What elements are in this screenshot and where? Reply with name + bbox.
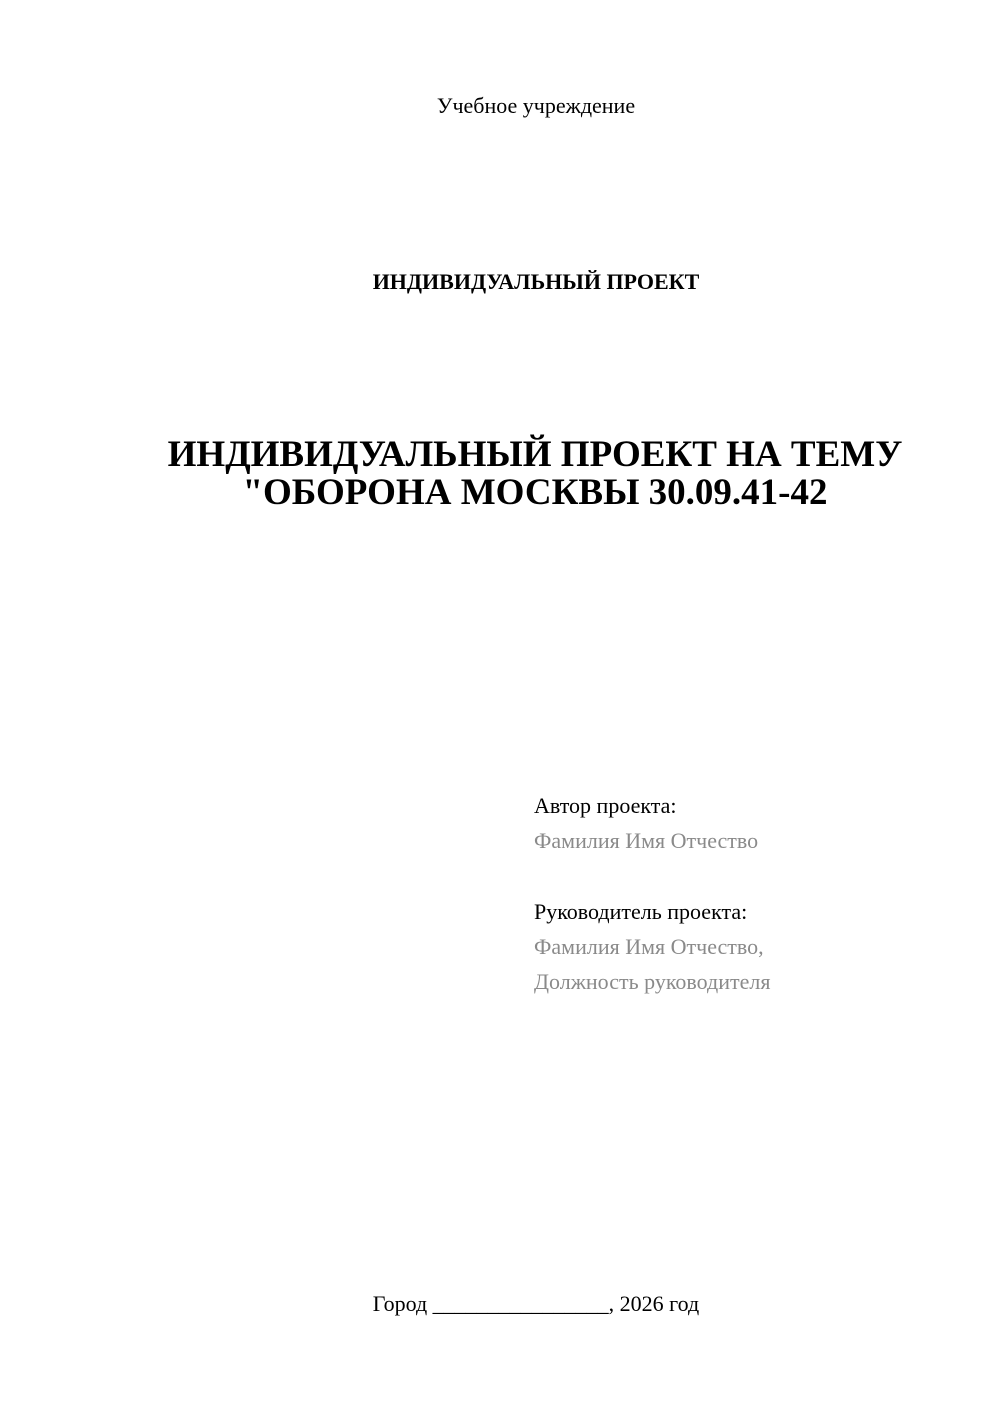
author-name: Фамилия Имя Отчество	[534, 828, 759, 853]
supervisor-position: Должность руководителя	[534, 969, 771, 994]
project-info-block	[534, 788, 974, 999]
supervisor-label: Руководитель проекта:	[534, 899, 748, 924]
institution-name: Учебное учреждение	[436, 93, 636, 118]
document-type: ИНДИВИДУАЛЬНЫЙ ПРОЕКТ	[372, 269, 700, 294]
city-year-line: Город ________________, 2026 год	[372, 1291, 700, 1316]
project-title-line-2: "ОБОРОНА МОСКВЫ 30.09.41-42	[242, 472, 828, 513]
project-title-line-1: ИНДИВИДУАЛЬНЫЙ ПРОЕКТ НА ТЕМУ	[167, 434, 903, 475]
author-label: Автор проекта:	[534, 793, 677, 818]
project-title	[100, 436, 970, 512]
supervisor-name: Фамилия Имя Отчество,	[534, 934, 764, 959]
info-spacer	[534, 858, 974, 894]
